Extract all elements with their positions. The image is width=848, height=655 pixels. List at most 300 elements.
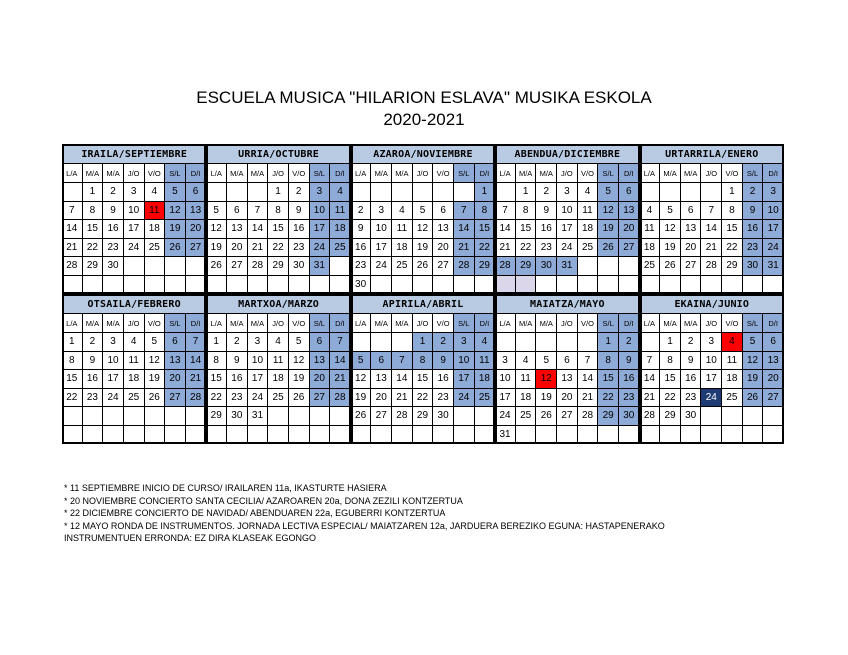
day-cell: 29 <box>516 257 537 276</box>
weekday-label: M/A <box>83 164 104 183</box>
day-cell: 22 <box>475 239 496 258</box>
day-cell: 20 <box>433 239 454 258</box>
day-cell: 17 <box>557 220 578 239</box>
day-cell: 3 <box>557 183 578 202</box>
day-cell: 16 <box>83 370 104 389</box>
day-cell: 17 <box>454 370 475 389</box>
day-cell: 1 <box>722 183 743 202</box>
empty-cell <box>495 333 516 352</box>
weekday-label: L/A <box>640 164 661 183</box>
day-cell: 10 <box>310 202 331 221</box>
day-cell: 29 <box>722 257 743 276</box>
weekday-label: V/O <box>578 314 599 333</box>
day-cell: 9 <box>227 352 248 371</box>
day-cell: 15 <box>268 220 289 239</box>
day-cell: 19 <box>660 239 681 258</box>
weekday-label: M/A <box>660 314 681 333</box>
month-block <box>206 294 350 444</box>
day-cell: 24 <box>701 389 722 408</box>
empty-cell <box>310 426 331 445</box>
empty-cell <box>165 276 186 295</box>
day-cell: 9 <box>83 352 104 371</box>
empty-cell <box>640 183 661 202</box>
note-item: * 11 SEPTIEMBRE INICIO DE CURSO/ IRAILAREN 11a, IKASTURTE HASIERA <box>64 483 387 493</box>
day-cell: 22 <box>83 239 104 258</box>
month-block <box>495 294 639 444</box>
day-cell: 12 <box>165 202 186 221</box>
empty-cell <box>83 276 104 295</box>
day-cell: 13 <box>433 220 454 239</box>
day-cell: 25 <box>475 389 496 408</box>
empty-cell <box>248 183 269 202</box>
empty-cell <box>83 407 104 426</box>
empty-cell <box>454 276 475 295</box>
day-cell: 14 <box>248 220 269 239</box>
day-cell: 20 <box>763 370 784 389</box>
day-cell: 15 <box>413 370 434 389</box>
day-cell: 20 <box>227 239 248 258</box>
day-cell: 25 <box>516 407 537 426</box>
day-cell: 3 <box>763 183 784 202</box>
empty-cell <box>536 426 557 445</box>
day-cell: 15 <box>475 220 496 239</box>
day-cell: 14 <box>495 220 516 239</box>
weekday-label: L/A <box>206 164 227 183</box>
weekday-label: V/O <box>289 164 310 183</box>
empty-cell <box>371 276 392 295</box>
empty-cell <box>660 276 681 295</box>
weekday-label: M/A <box>392 164 413 183</box>
empty-cell <box>392 183 413 202</box>
day-cell: 13 <box>165 352 186 371</box>
weekday-label: D/I <box>330 314 351 333</box>
weekday-label: D/I <box>186 314 207 333</box>
empty-cell <box>475 426 496 445</box>
empty-cell <box>330 257 351 276</box>
weekday-label: M/A <box>103 314 124 333</box>
empty-cell <box>413 276 434 295</box>
day-cell: 20 <box>371 389 392 408</box>
day-cell: 11 <box>392 220 413 239</box>
day-cell: 29 <box>206 407 227 426</box>
weekday-label: J/O <box>557 314 578 333</box>
day-cell: 12 <box>206 220 227 239</box>
weekday-label: D/I <box>763 164 784 183</box>
weekday-label: S/L <box>743 314 764 333</box>
day-cell: 26 <box>743 389 764 408</box>
empty-cell <box>743 407 764 426</box>
empty-cell <box>103 276 124 295</box>
day-cell: 14 <box>186 352 207 371</box>
empty-cell <box>330 426 351 445</box>
day-cell: 22 <box>62 389 83 408</box>
empty-cell <box>454 426 475 445</box>
empty-cell <box>145 276 166 295</box>
day-cell: 27 <box>186 239 207 258</box>
day-cell: 3 <box>701 333 722 352</box>
empty-cell <box>433 183 454 202</box>
day-cell: 26 <box>660 257 681 276</box>
empty-cell <box>722 426 743 445</box>
day-cell: 25 <box>392 257 413 276</box>
day-cell: 16 <box>619 370 640 389</box>
day-cell: 31 <box>557 257 578 276</box>
empty-cell <box>330 276 351 295</box>
day-cell: 24 <box>248 389 269 408</box>
day-cell: 6 <box>557 352 578 371</box>
empty-cell <box>165 426 186 445</box>
day-cell: 1 <box>660 333 681 352</box>
weekday-label: S/L <box>743 164 764 183</box>
empty-cell <box>165 407 186 426</box>
day-cell: 24 <box>454 389 475 408</box>
day-cell: 14 <box>330 352 351 371</box>
day-cell: 16 <box>681 370 702 389</box>
day-cell: 5 <box>145 333 166 352</box>
day-cell: 21 <box>248 239 269 258</box>
day-cell: 13 <box>619 202 640 221</box>
empty-cell <box>557 426 578 445</box>
empty-cell <box>640 333 661 352</box>
day-cell: 22 <box>268 239 289 258</box>
day-cell: 7 <box>62 202 83 221</box>
weekday-label: M/A <box>371 164 392 183</box>
day-cell: 27 <box>433 257 454 276</box>
weekday-label: J/O <box>413 314 434 333</box>
empty-cell <box>371 333 392 352</box>
weekday-label: D/I <box>475 164 496 183</box>
weekday-label: J/O <box>701 164 722 183</box>
day-cell: 8 <box>413 352 434 371</box>
empty-cell <box>660 426 681 445</box>
day-cell: 4 <box>475 333 496 352</box>
weekday-label: M/A <box>248 164 269 183</box>
empty-cell <box>103 426 124 445</box>
empty-cell <box>186 257 207 276</box>
day-cell: 28 <box>701 257 722 276</box>
month-block <box>62 294 206 444</box>
day-cell: 23 <box>536 239 557 258</box>
empty-cell <box>227 426 248 445</box>
day-cell: 11 <box>475 352 496 371</box>
weekday-label: M/A <box>392 314 413 333</box>
day-cell: 28 <box>578 407 599 426</box>
empty-cell <box>578 257 599 276</box>
empty-cell <box>701 276 722 295</box>
empty-cell <box>289 407 310 426</box>
day-cell: 14 <box>392 370 413 389</box>
month-title: MARTXOA/MARZO <box>206 294 350 314</box>
day-cell: 1 <box>83 183 104 202</box>
day-cell: 23 <box>83 389 104 408</box>
weekday-label: D/I <box>475 314 496 333</box>
day-cell: 18 <box>330 220 351 239</box>
day-cell: 23 <box>619 389 640 408</box>
day-cell: 22 <box>660 389 681 408</box>
day-cell: 31 <box>310 257 331 276</box>
weekday-label: S/L <box>454 164 475 183</box>
day-cell: 10 <box>248 352 269 371</box>
weekday-label: J/O <box>268 314 289 333</box>
empty-cell <box>763 276 784 295</box>
day-cell: 9 <box>536 202 557 221</box>
empty-cell <box>598 257 619 276</box>
day-cell: 29 <box>413 407 434 426</box>
day-cell: 26 <box>598 239 619 258</box>
day-cell: 27 <box>165 389 186 408</box>
day-cell: 29 <box>83 257 104 276</box>
day-cell: 4 <box>145 183 166 202</box>
day-cell: 22 <box>516 239 537 258</box>
day-cell: 31 <box>248 407 269 426</box>
weekday-label: L/A <box>351 164 372 183</box>
day-cell: 7 <box>330 333 351 352</box>
day-cell: 6 <box>681 202 702 221</box>
weekday-label: S/L <box>165 164 186 183</box>
day-cell: 16 <box>536 220 557 239</box>
day-cell: 6 <box>186 183 207 202</box>
day-cell: 7 <box>454 202 475 221</box>
day-cell: 26 <box>206 257 227 276</box>
weekday-label: S/L <box>598 314 619 333</box>
day-cell: 17 <box>248 370 269 389</box>
day-cell: 17 <box>103 370 124 389</box>
day-cell: 24 <box>557 239 578 258</box>
day-cell: 7 <box>495 202 516 221</box>
day-cell: 3 <box>103 333 124 352</box>
day-cell: 14 <box>454 220 475 239</box>
day-cell: 14 <box>62 220 83 239</box>
empty-cell <box>289 426 310 445</box>
day-cell: 19 <box>598 220 619 239</box>
day-cell: 28 <box>330 389 351 408</box>
day-cell: 20 <box>557 389 578 408</box>
empty-cell <box>62 426 83 445</box>
day-cell: 24 <box>495 407 516 426</box>
empty-cell <box>681 183 702 202</box>
day-cell: 13 <box>186 202 207 221</box>
empty-cell <box>206 183 227 202</box>
day-cell: 24 <box>310 239 331 258</box>
day-cell: 2 <box>83 333 104 352</box>
empty-cell <box>392 333 413 352</box>
day-cell: 9 <box>351 220 372 239</box>
month-title: ABENDUA/DICIEMBRE <box>495 144 639 164</box>
empty-cell <box>145 426 166 445</box>
empty-cell <box>475 407 496 426</box>
month-block <box>495 144 639 294</box>
day-cell: 26 <box>289 389 310 408</box>
day-cell: 26 <box>145 389 166 408</box>
day-cell: 21 <box>62 239 83 258</box>
day-cell: 4 <box>124 333 145 352</box>
day-cell: 18 <box>392 239 413 258</box>
day-cell: 22 <box>413 389 434 408</box>
empty-cell <box>598 276 619 295</box>
empty-cell <box>227 276 248 295</box>
day-cell: 5 <box>536 352 557 371</box>
note-item: INSTRUMENTUEN ERRONDA: EZ DIRA KLASEAK EGONGO <box>64 533 317 544</box>
day-cell: 10 <box>371 220 392 239</box>
weekday-label: M/A <box>681 164 702 183</box>
day-cell: 13 <box>763 352 784 371</box>
day-cell: 12 <box>743 352 764 371</box>
day-cell: 30 <box>681 407 702 426</box>
empty-cell <box>371 426 392 445</box>
empty-cell <box>248 426 269 445</box>
empty-cell <box>495 276 516 295</box>
day-cell: 13 <box>371 370 392 389</box>
day-cell: 28 <box>62 257 83 276</box>
day-cell: 23 <box>681 389 702 408</box>
day-cell: 2 <box>743 183 764 202</box>
weekday-label: S/L <box>310 164 331 183</box>
empty-cell <box>619 276 640 295</box>
day-cell: 2 <box>289 183 310 202</box>
day-cell: 3 <box>124 183 145 202</box>
empty-cell <box>413 426 434 445</box>
day-cell: 21 <box>330 370 351 389</box>
month-title: MAIATZA/MAYO <box>495 294 639 314</box>
empty-cell <box>186 426 207 445</box>
day-cell: 18 <box>124 370 145 389</box>
day-cell: 25 <box>330 239 351 258</box>
day-cell: 24 <box>124 239 145 258</box>
day-cell: 25 <box>640 257 661 276</box>
day-cell: 1 <box>268 183 289 202</box>
empty-cell <box>371 183 392 202</box>
day-cell: 11 <box>124 352 145 371</box>
day-cell: 23 <box>289 239 310 258</box>
day-cell: 24 <box>103 389 124 408</box>
day-cell: 16 <box>103 220 124 239</box>
day-cell: 14 <box>578 370 599 389</box>
day-cell: 19 <box>145 370 166 389</box>
day-cell: 25 <box>124 389 145 408</box>
day-cell: 23 <box>743 239 764 258</box>
day-cell: 15 <box>83 220 104 239</box>
day-cell: 14 <box>640 370 661 389</box>
day-cell: 31 <box>495 426 516 445</box>
empty-cell <box>62 183 83 202</box>
day-cell: 15 <box>598 370 619 389</box>
empty-cell <box>454 407 475 426</box>
day-cell: 1 <box>413 333 434 352</box>
note-item: * 22 DICIEMBRE CONCIERTO DE NAVIDAD/ ABENDUAREN 22a, EGUBERRI KONTZERTUA <box>64 508 446 519</box>
month-title: AZAROA/NOVIEMBRE <box>351 144 495 164</box>
day-cell: 19 <box>289 370 310 389</box>
day-cell: 5 <box>351 352 372 371</box>
day-cell: 8 <box>62 352 83 371</box>
day-cell: 23 <box>103 239 124 258</box>
day-cell: 12 <box>660 220 681 239</box>
empty-cell <box>701 183 722 202</box>
empty-cell <box>557 333 578 352</box>
empty-cell <box>516 333 537 352</box>
day-cell: 10 <box>557 202 578 221</box>
month-block <box>351 294 495 444</box>
day-cell: 19 <box>351 389 372 408</box>
day-cell: 4 <box>722 333 743 352</box>
month-title: URTARRILA/ENERO <box>640 144 784 164</box>
day-cell: 26 <box>165 239 186 258</box>
empty-cell <box>516 276 537 295</box>
day-cell: 5 <box>206 202 227 221</box>
day-cell: 6 <box>227 202 248 221</box>
day-cell: 22 <box>206 389 227 408</box>
empty-cell <box>413 183 434 202</box>
empty-cell <box>83 426 104 445</box>
day-cell: 4 <box>516 352 537 371</box>
day-cell: 27 <box>371 407 392 426</box>
weekday-label: S/L <box>165 314 186 333</box>
day-cell: 19 <box>413 239 434 258</box>
day-cell: 8 <box>722 202 743 221</box>
month-title: URRIA/OCTUBRE <box>206 144 350 164</box>
weekday-label: V/O <box>722 164 743 183</box>
day-cell: 28 <box>640 407 661 426</box>
day-cell: 11 <box>268 352 289 371</box>
day-cell: 11 <box>578 202 599 221</box>
day-cell: 10 <box>701 352 722 371</box>
empty-cell <box>62 407 83 426</box>
day-cell: 12 <box>536 370 557 389</box>
day-cell: 2 <box>619 333 640 352</box>
day-cell: 11 <box>330 202 351 221</box>
empty-cell <box>268 276 289 295</box>
empty-cell <box>186 276 207 295</box>
weekday-label: V/O <box>145 314 166 333</box>
day-cell: 1 <box>516 183 537 202</box>
empty-cell <box>392 276 413 295</box>
day-cell: 25 <box>145 239 166 258</box>
day-cell: 12 <box>351 370 372 389</box>
day-cell: 30 <box>351 276 372 295</box>
day-cell: 1 <box>206 333 227 352</box>
empty-cell <box>475 276 496 295</box>
weekday-label: V/O <box>433 314 454 333</box>
day-cell: 2 <box>681 333 702 352</box>
calendar-grid <box>62 144 784 448</box>
day-cell: 19 <box>165 220 186 239</box>
day-cell: 18 <box>475 370 496 389</box>
weekday-label: J/O <box>413 164 434 183</box>
day-cell: 15 <box>722 220 743 239</box>
weekday-label: V/O <box>145 164 166 183</box>
empty-cell <box>165 257 186 276</box>
empty-cell <box>701 426 722 445</box>
weekday-label: L/A <box>640 314 661 333</box>
day-cell: 10 <box>124 202 145 221</box>
weekday-label: M/A <box>681 314 702 333</box>
empty-cell <box>62 276 83 295</box>
day-cell: 7 <box>248 202 269 221</box>
day-cell: 21 <box>640 389 661 408</box>
day-cell: 29 <box>268 257 289 276</box>
day-cell: 28 <box>392 407 413 426</box>
empty-cell <box>433 276 454 295</box>
weekday-label: M/A <box>103 164 124 183</box>
empty-cell <box>763 426 784 445</box>
day-cell: 16 <box>289 220 310 239</box>
weekday-label: L/A <box>206 314 227 333</box>
day-cell: 7 <box>392 352 413 371</box>
day-cell: 5 <box>289 333 310 352</box>
day-cell: 21 <box>392 389 413 408</box>
empty-cell <box>578 426 599 445</box>
day-cell: 27 <box>763 389 784 408</box>
day-cell: 9 <box>743 202 764 221</box>
